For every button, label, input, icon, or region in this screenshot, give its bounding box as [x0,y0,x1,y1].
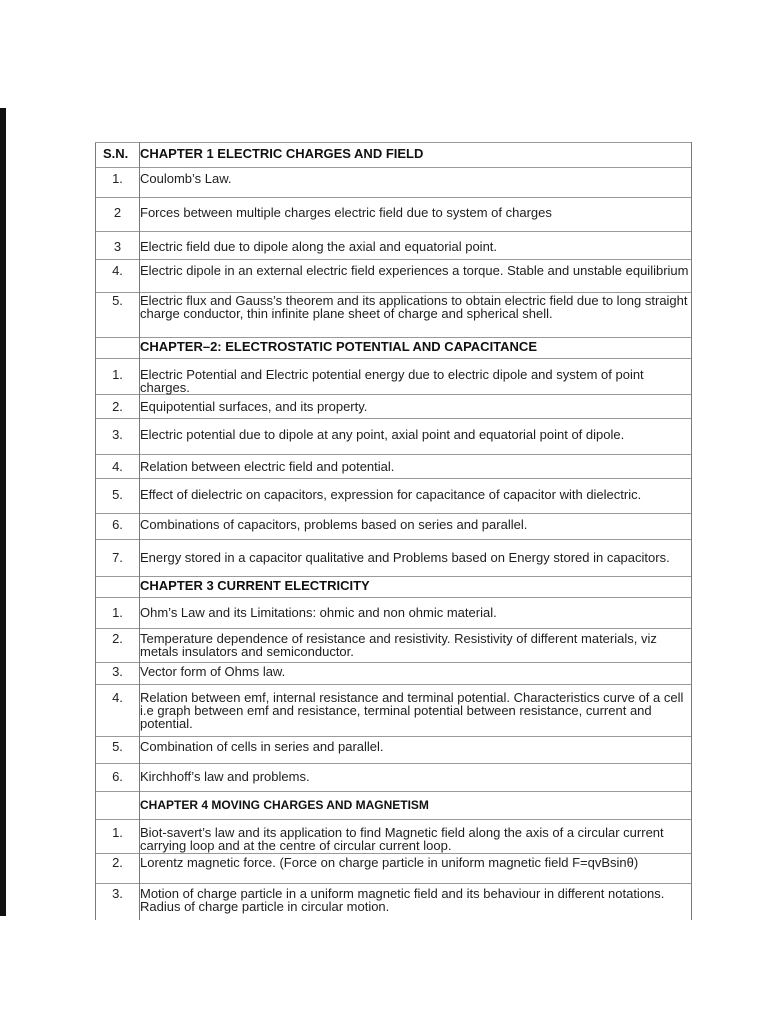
scan-edge-shadow [0,108,6,916]
row-number: 1. [112,605,123,620]
row-text: Relation between electric field and potential. [140,459,395,474]
row-text: Effect of dielectric on capacitors, expression for capacitance of capacitor with dielectric. [140,487,642,502]
sn-header: S.N. [103,146,129,161]
chapter-heading-row [96,577,692,598]
row-text: Equipotential surfaces, and its property. [140,399,368,414]
row-text: Kirchhoff’s law and problems. [140,769,310,784]
chapter-3-title: CHAPTER 3 CURRENT ELECTRICITY [140,578,370,593]
chapter-heading-row [96,338,692,359]
row-number: 1. [112,171,123,186]
row-number: 1. [112,825,123,840]
row-number: 2. [112,631,123,646]
row-number: 2 [113,205,122,220]
table-row [96,514,692,540]
table-row [96,663,692,685]
table-row [96,260,692,293]
row-text: Electric dipole in an external electric field experiences a torque. Stable and unstable equilibrium [140,263,689,278]
row-text: Electric Potential and Electric potential energy due to electric dipole and system of point charges. [140,367,644,395]
row-number: 7. [112,550,123,565]
chapter-2-title: CHAPTER–2: ELECTROSTATIC POTENTIAL AND CAPACITANCE [140,339,537,354]
table-row [96,598,692,629]
table-row [96,629,692,663]
table-row [96,293,692,338]
row-text: Electric flux and Gauss’s theorem and its applications to obtain electric field due to long straight charge conductor, thin infinite plane sheet of charge and spherical shell. [140,293,688,321]
row-text: Combination of cells in series and parallel. [140,739,384,754]
row-number: 3. [112,664,123,679]
row-number: 5. [112,487,123,502]
row-text: Energy stored in a capacitor qualitative and Problems based on Energy stored in capacitors. [140,550,670,565]
table-header-row [96,143,692,168]
row-text: Electric field due to dipole along the axial and equatorial point. [140,239,498,254]
table-row [96,198,692,232]
chapter-1-title: CHAPTER 1 ELECTRIC CHARGES AND FIELD [140,146,424,161]
row-text: Lorentz magnetic force. (Force on charge particle in uniform magnetic field F=qvBsinθ) [140,855,639,870]
table-row [96,540,692,577]
row-number: 4. [112,263,123,278]
row-number: 4. [112,690,123,705]
table-row [96,685,692,737]
table-row [96,395,692,419]
chapter-heading-row [96,792,692,820]
row-number: 3. [112,886,123,901]
row-number: 2. [112,855,123,870]
table-row [96,764,692,792]
row-text: Temperature dependence of resistance and resistivity. Resistivity of different materials, viz metals insulators and semiconductor. [140,631,657,659]
row-text: Relation between emf, internal resistance and terminal potential. Characteristics curve of a cell i.e graph between emf and resistance, terminal potential between resistance, current and potential. [140,690,684,731]
chapter-4-title: CHAPTER 4 MOVING CHARGES AND MAGNETISM [140,798,429,812]
row-text: Electric potential due to dipole at any point, axial point and equatorial point of dipole. [140,427,625,442]
row-number: 1. [112,367,123,382]
table-row [96,359,692,395]
row-number: 6. [112,769,123,784]
row-number: 3 [113,239,122,254]
row-text: Ohm’s Law and its Limitations: ohmic and non ohmic material. [140,605,497,620]
table-row [96,419,692,455]
row-number: 4. [112,459,123,474]
table-row [96,884,692,920]
row-number: 2. [112,399,123,414]
table-row [96,232,692,260]
row-text: Motion of charge particle in a uniform magnetic field and its behaviour in different notations. Radius of charge particle in circular motion. [140,886,665,914]
syllabus-table [95,142,692,920]
row-number: 5. [112,739,123,754]
table-row [96,168,692,198]
row-number: 5. [112,293,123,308]
table-row [96,455,692,479]
row-text: Biot-savert’s law and its application to find Magnetic field along the axis of a circular current carrying loop and at the centre of circular current loop. [140,825,664,853]
table-row [96,737,692,764]
row-number: 6. [112,517,123,532]
row-number: 3. [112,427,123,442]
table-row [96,820,692,854]
table-row [96,479,692,514]
row-text: Combinations of capacitors, problems based on series and parallel. [140,517,528,532]
row-text: Coulomb’s Law. [140,171,232,186]
table-row [96,854,692,884]
row-text: Forces between multiple charges electric field due to system of charges [140,205,552,220]
row-text: Vector form of Ohms law. [140,664,286,679]
